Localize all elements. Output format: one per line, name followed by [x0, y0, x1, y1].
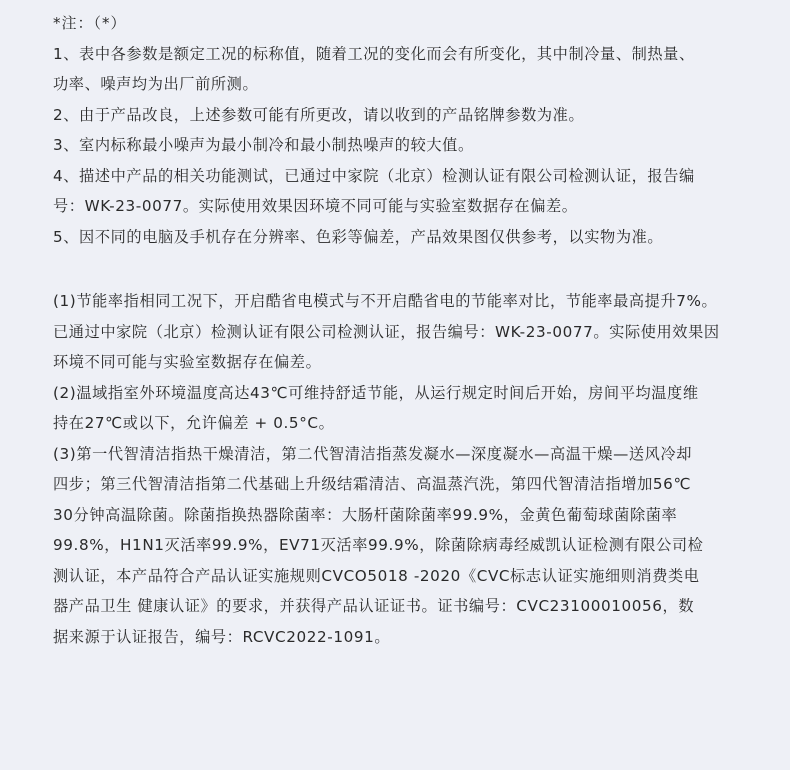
footnote-3-line-4: 99.8%，H1N1灭活率99.9%，EV71灭活率99.9%，除菌除病毒经威凯认证检测有限公司检 [53, 536, 704, 554]
footnote-3-line-1: (3)第一代智清洁指热干燥清洁，第二代智清洁指蒸发凝水—深度凝水—高温干燥—送风冷却 [53, 444, 693, 463]
footnote-3-line-6: 器产品卫生 健康认证》的要求，并获得产品认证证书。证书编号：CVC23100010056，数 [53, 597, 695, 615]
note-4-line-2: 号：WK-23-0077。实际使用效果因环境不同可能与实验室数据存在偏差。 [53, 197, 578, 215]
footnote-3-line-7: 据来源于认证报告，编号：RCVC2022-1091。 [53, 627, 391, 646]
note-2-line-1: 2、由于产品改良，上述参数可能有所更改，请以收到的产品铭牌参数为准。 [53, 105, 585, 124]
note-4-line-1: 4、描述中产品的相关功能测试，已通过中家院（北京）检测认证有限公司检测认证，报告编 [53, 166, 695, 185]
footnote-3-line-3: 30分钟高温除菌。除菌指换热器除菌率：大肠杆菌除菌率99.9%，金黄色葡萄球菌除菌率 [53, 505, 678, 524]
footnote-1-line-3: 环境不同可能与实验室数据存在偏差。 [53, 353, 322, 371]
notes-header: *注：（*） [53, 14, 127, 32]
note-1-line-2: 功率、噪声均为出厂前所测。 [53, 75, 259, 93]
footnote-2-line-1: (2)温域指室外环境温度高达43℃可维持舒适节能，从运行规定时间后开始，房间平均温度维 [53, 383, 699, 402]
footnote-3-line-5: 测认证，本产品符合产品认证实施规则CVCO5018 -2020《CVC标志认证实施细则消费类电 [53, 566, 700, 585]
note-5-line-1: 5、因不同的电脑及手机存在分辨率、色彩等偏差，产品效果图仅供参考，以实物为准。 [53, 227, 664, 246]
notes-section [53, 8, 753, 652]
section-gap [53, 252, 753, 286]
footnote-1-line-1: (1)节能率指相同工况下，开启酷省电模式与不开启酷省电的节能率对比，节能率最高提升7%。 [53, 292, 718, 310]
footnote-1-line-2: 已通过中家院（北京）检测认证有限公司检测认证，报告编号：WK-23-0077。实际使用效果因 [53, 322, 720, 341]
note-1-line-1: 1、表中各参数是额定工况的标称值，随着工况的变化而会有所变化，其中制冷量、制热量、 [53, 44, 695, 63]
footnote-2-line-2: 持在27℃或以下，允许偏差 + 0.5°C。 [53, 414, 335, 432]
note-3-line-1: 3、室内标称最小噪声为最小制冷和最小制热噪声的较大值。 [53, 136, 474, 154]
footnote-3-line-2: 四步；第三代智清洁指第二代基础上升级结霜清洁、高温蒸汽洗，第四代智清洁指增加56℃ [53, 475, 692, 493]
